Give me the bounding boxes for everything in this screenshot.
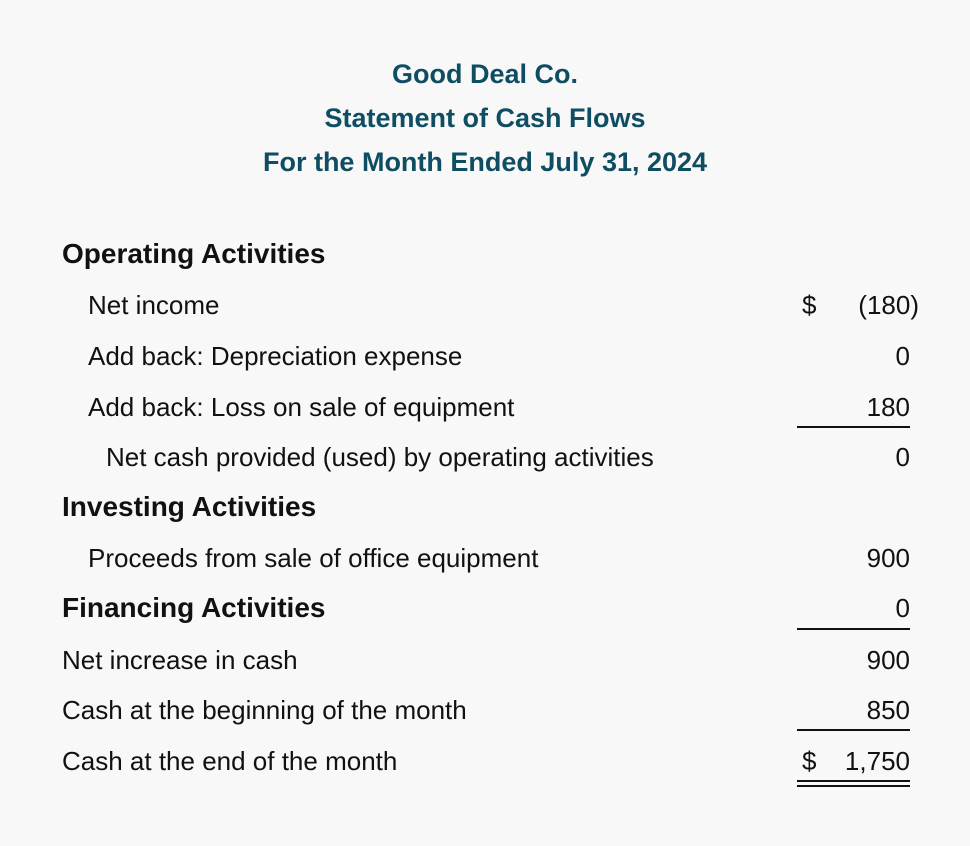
depreciation-row xyxy=(0,331,970,381)
beginning-cash-row xyxy=(0,685,970,735)
net-increase-value: 900 xyxy=(866,645,910,675)
net-cash-operating-row xyxy=(0,432,970,482)
proceeds-row xyxy=(0,533,970,583)
net-income-row xyxy=(0,280,970,330)
net-income-value: (180) xyxy=(858,290,919,320)
financing-activities-heading: Financing Activities xyxy=(62,592,326,623)
subtotal-rule-operating xyxy=(797,426,910,428)
statement-period: For the Month Ended July 31, 2024 xyxy=(262,147,708,177)
loss-on-sale-row xyxy=(0,382,970,432)
depreciation-value: 0 xyxy=(895,341,910,371)
depreciation-label: Add back: Depreciation expense xyxy=(88,341,463,371)
investing-activities-section xyxy=(0,482,970,532)
beginning-cash-label: Cash at the beginning of the month xyxy=(62,695,467,725)
ending-cash-value: 1,750 xyxy=(844,746,910,776)
financing-value: 0 xyxy=(895,593,910,623)
company-name: Good Deal Co. xyxy=(391,59,578,89)
net-cash-operating-value: 0 xyxy=(895,442,910,472)
proceeds-value: 900 xyxy=(866,543,910,573)
operating-activities-section xyxy=(0,229,970,279)
financing-activities-section xyxy=(0,583,970,633)
net-increase-row xyxy=(0,635,970,685)
loss-on-sale-label: Add back: Loss on sale of equipment xyxy=(88,392,515,422)
proceeds-label: Proceeds from sale of office equipment xyxy=(88,543,539,573)
loss-on-sale-value: 180 xyxy=(866,392,910,422)
investing-activities-heading: Investing Activities xyxy=(62,491,317,522)
statement-header xyxy=(0,52,970,184)
net-income-label: Net income xyxy=(88,290,220,320)
ending-cash-dollar-sign: $ xyxy=(802,746,817,776)
statement-title: Statement of Cash Flows xyxy=(324,103,646,133)
beginning-cash-value: 850 xyxy=(866,695,910,725)
ending-cash-row xyxy=(0,736,970,786)
subtotal-rule-summary xyxy=(797,729,910,731)
net-cash-operating-label: Net cash provided (used) by operating activities xyxy=(106,442,654,472)
net-income-dollar-sign: $ xyxy=(802,290,817,320)
total-double-rule xyxy=(797,780,910,787)
subtotal-rule-financing xyxy=(797,628,910,630)
operating-activities-heading: Operating Activities xyxy=(62,238,326,269)
net-increase-label: Net increase in cash xyxy=(62,645,298,675)
ending-cash-label: Cash at the end of the month xyxy=(62,746,398,776)
